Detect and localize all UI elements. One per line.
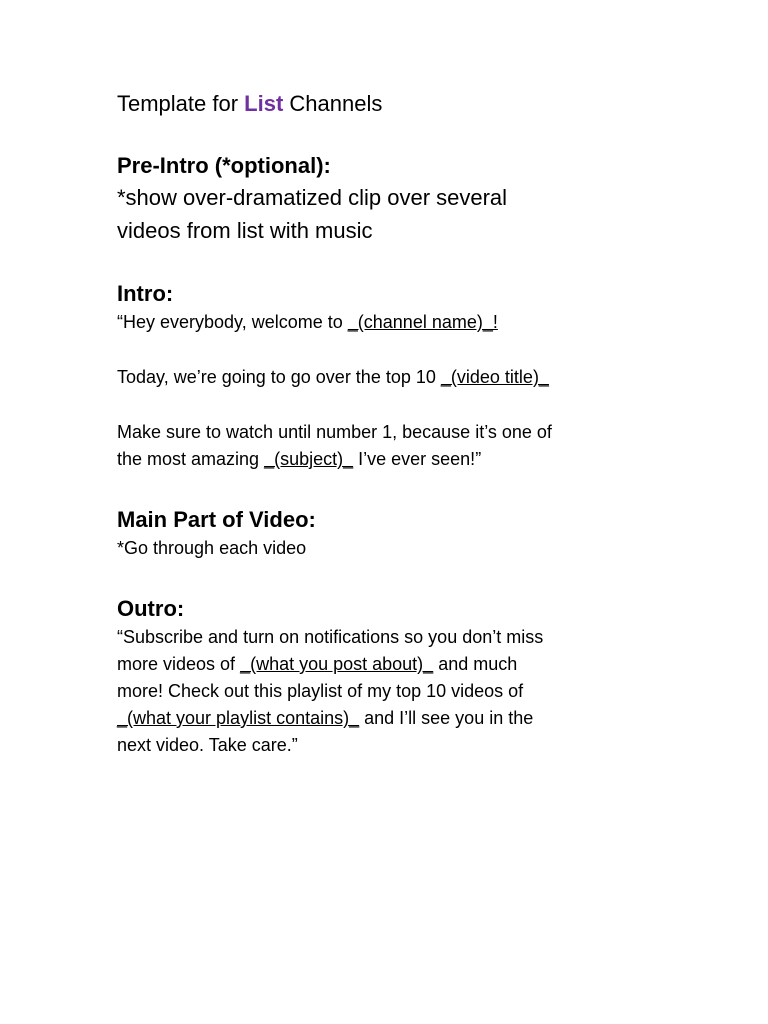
title-suffix: Channels <box>283 91 383 116</box>
main-part-line-1: *Go through each video <box>117 538 307 558</box>
pre-intro-heading: Pre-Intro (*optional): <box>117 153 331 178</box>
document-page <box>117 88 677 759</box>
outro-heading: Outro: <box>117 596 185 621</box>
intro-paragraph-3-line-2 <box>117 446 677 473</box>
intro-p1-text: “Hey everybody, welcome to <box>117 312 348 332</box>
main-part-heading: Main Part of Video: <box>117 507 316 532</box>
outro-line-2 <box>117 651 677 678</box>
subject-blank: _(subject)_ <box>264 449 354 469</box>
post-topic-blank: _(what you post about)_ <box>240 654 434 674</box>
intro-p2-text: Today, we’re going to go over the top 10 <box>117 367 441 387</box>
title-prefix: Template for <box>117 91 245 116</box>
document-title <box>117 88 677 120</box>
title-accent: List <box>244 91 284 116</box>
intro-p3-text-b: I’ve ever seen!” <box>353 449 482 469</box>
playlist-contents-blank: _(what your playlist contains)_ <box>117 708 360 728</box>
video-title-blank: _(video title)_ <box>440 367 549 387</box>
outro-line-5: next video. Take care.” <box>117 735 298 755</box>
intro-section <box>117 279 677 473</box>
outro-line-3: more! Check out this playlist of my top 10 videos of <box>117 681 524 701</box>
intro-paragraph-3-line-1: Make sure to watch until number 1, because it’s one of <box>117 422 552 442</box>
outro-line-4-text: and I’ll see you in the <box>359 708 534 728</box>
pre-intro-line-1: *show over-dramatized clip over several <box>117 185 508 210</box>
intro-heading: Intro: <box>117 281 174 306</box>
channel-name-blank: _(channel name)_! <box>347 312 498 332</box>
intro-p3-text-a: the most amazing <box>117 449 265 469</box>
outro-line-4 <box>117 705 677 732</box>
outro-line-2-text-a: more videos of <box>117 654 241 674</box>
pre-intro-line-2: videos from list with music <box>117 218 373 243</box>
intro-paragraph-2 <box>117 364 677 391</box>
intro-paragraph-1 <box>117 309 677 336</box>
main-part-section <box>117 505 677 562</box>
outro-line-2-text-b: and much <box>433 654 518 674</box>
outro-line-1: “Subscribe and turn on notifications so you don’t miss <box>117 627 544 647</box>
outro-section <box>117 594 677 759</box>
pre-intro-section <box>117 151 677 247</box>
